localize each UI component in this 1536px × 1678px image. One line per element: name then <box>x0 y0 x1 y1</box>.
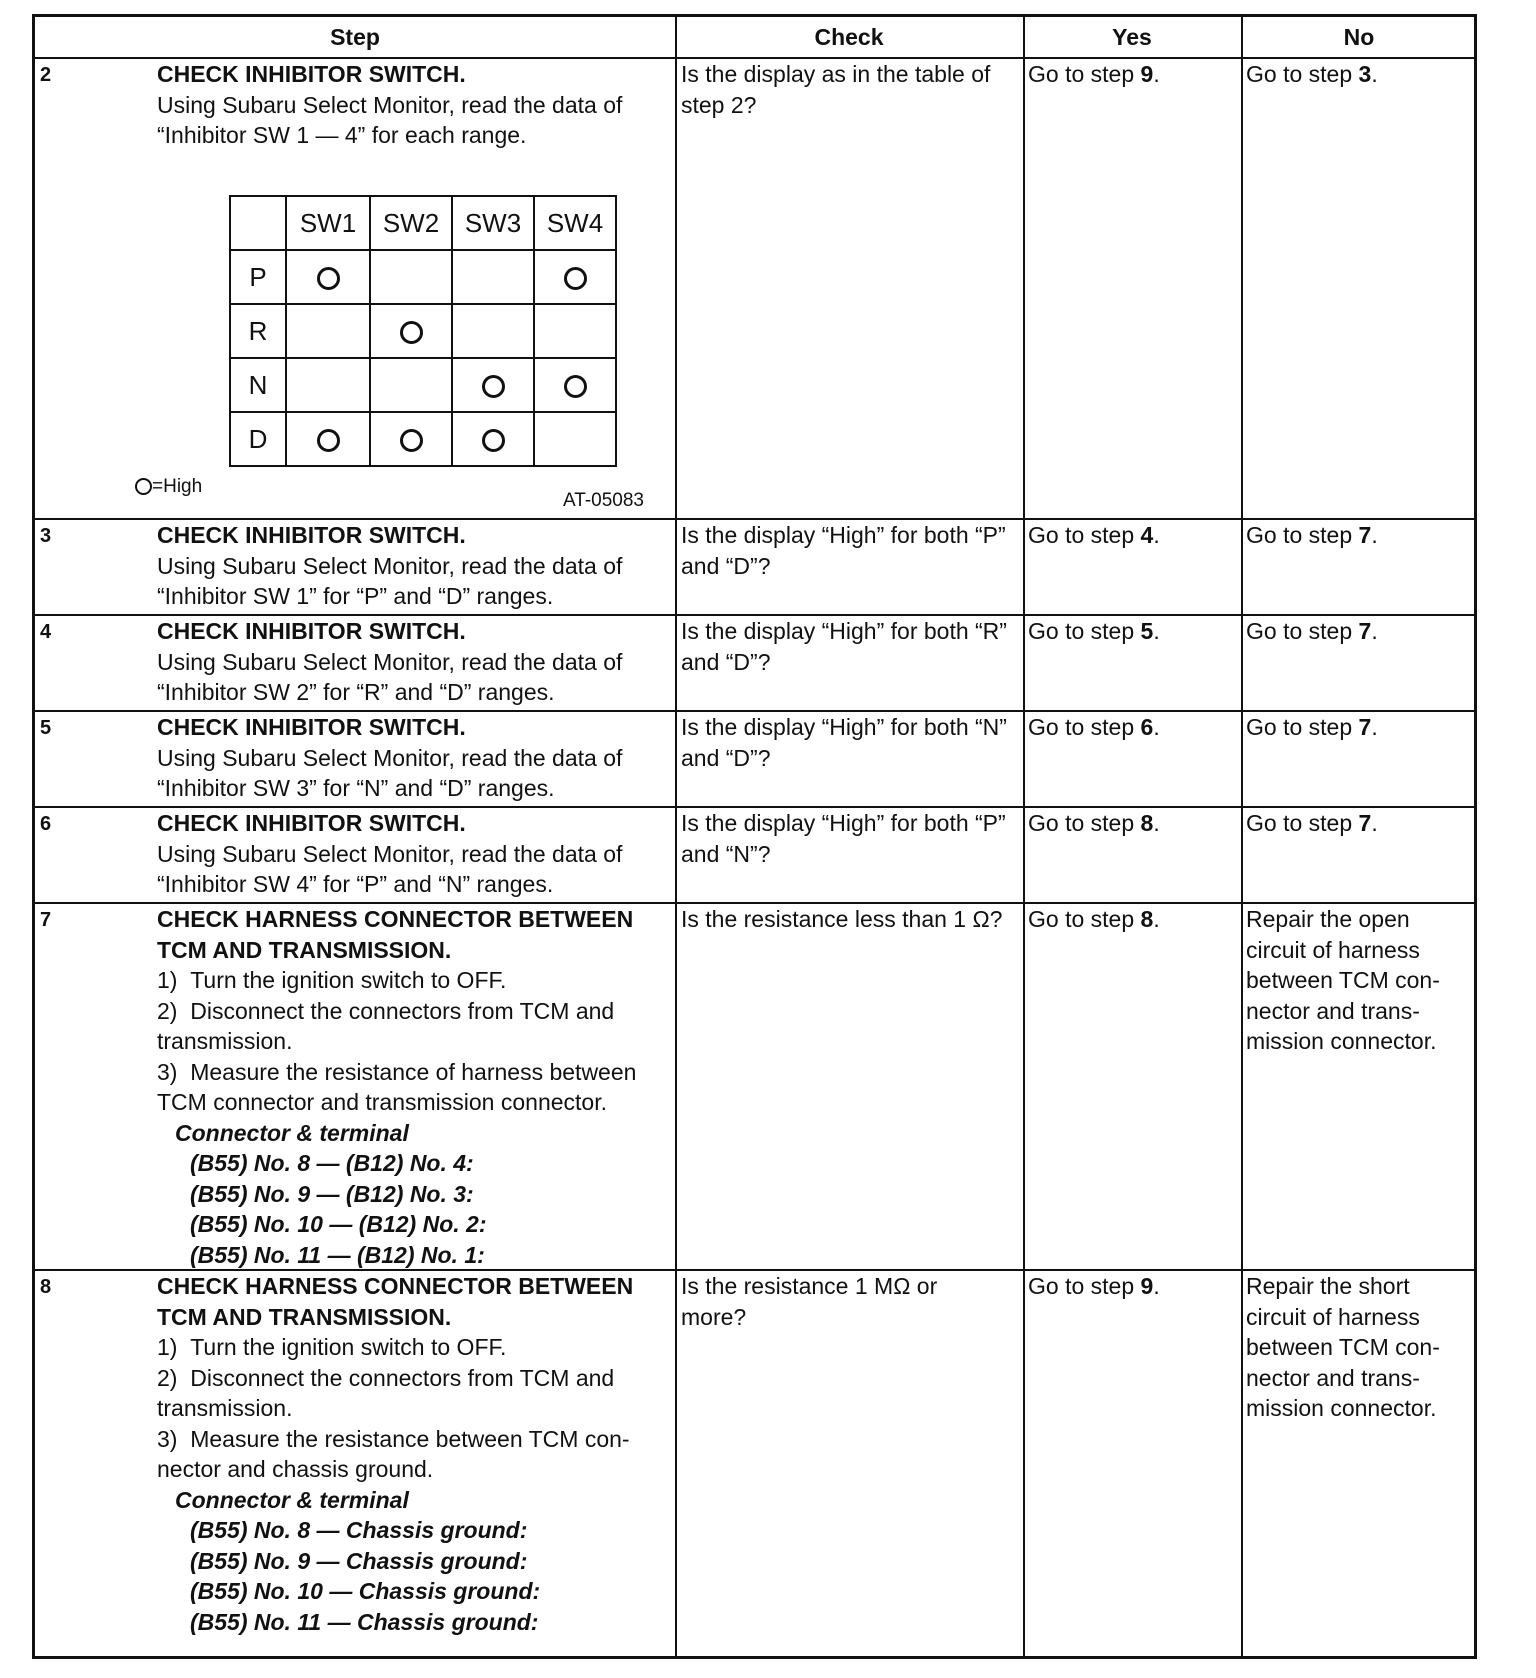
step-line: Using Subaru Select Monitor, read the data of <box>157 91 623 118</box>
yes-text: Go to step <box>1028 810 1141 836</box>
circle-icon <box>482 375 505 398</box>
step-line: “Inhibitor SW 1 — 4” for each range. <box>157 122 527 148</box>
yes-text: Go to step <box>1028 906 1141 932</box>
step-3-no <box>1246 520 1378 551</box>
switch-state-cell <box>286 250 370 304</box>
switch-state-cell <box>286 304 370 358</box>
no-line: circuit of harness <box>1246 1303 1420 1330</box>
no-line: between TCM con- <box>1246 967 1440 993</box>
terminal-spec: (B55) No. 8 — Chassis ground: <box>190 1517 528 1543</box>
yes-period: . <box>1153 61 1160 87</box>
range-label: D <box>230 412 286 466</box>
step-line: “Inhibitor SW 1” for “P” and “D” ranges. <box>157 583 554 609</box>
yes-period: . <box>1153 522 1160 548</box>
diagnostic-table <box>32 14 1477 1659</box>
step-2-description <box>157 59 669 151</box>
no-period: . <box>1371 810 1378 836</box>
switch-table-corner <box>230 196 286 250</box>
circle-icon <box>317 267 340 290</box>
step-3-description <box>157 520 669 612</box>
column-divider <box>1241 17 1243 1656</box>
step-number: 8 <box>40 1276 52 1298</box>
yes-period: . <box>1153 1273 1160 1299</box>
no-text: Go to step <box>1246 618 1359 644</box>
switch-state-cell <box>452 250 534 304</box>
step-8-yes <box>1028 1271 1160 1302</box>
step-line: TCM connector and transmission connector. <box>157 1089 607 1115</box>
switch-state-cell <box>370 304 452 358</box>
step-6-description <box>157 808 669 900</box>
step-7-description <box>157 904 669 1270</box>
step-2-no <box>1246 59 1378 90</box>
step-5-no <box>1246 712 1378 743</box>
step-6-yes <box>1028 808 1160 839</box>
no-line: Repair the open <box>1246 906 1410 932</box>
step-title: CHECK INHIBITOR SWITCH. <box>157 810 466 836</box>
switch-table-header-row <box>230 196 616 250</box>
header-check: Check <box>814 24 884 50</box>
no-text: Go to step <box>1246 714 1359 740</box>
range-label: N <box>230 358 286 412</box>
step-line: transmission. <box>157 1395 293 1421</box>
no-period: . <box>1371 618 1378 644</box>
no-line: nector and trans- <box>1246 1364 1420 1391</box>
step-number: 4 <box>40 621 52 643</box>
step-5-check <box>681 712 1021 773</box>
yes-period: . <box>1153 810 1160 836</box>
step-2-yes <box>1028 59 1160 90</box>
step-line: Using Subaru Select Monitor, read the data of <box>157 744 623 771</box>
yes-step-number: 9 <box>1140 61 1154 87</box>
terminal-spec: (B55) No. 9 — (B12) No. 3: <box>190 1180 474 1207</box>
step-4-no <box>1246 616 1378 647</box>
terminal-spec: (B55) No. 9 — Chassis ground: <box>190 1547 528 1574</box>
check-line: more? <box>681 1303 747 1330</box>
connector-terminal-label: Connector & terminal <box>175 1119 409 1146</box>
circle-icon <box>564 375 587 398</box>
step-title: CHECK INHIBITOR SWITCH. <box>157 61 466 87</box>
no-text: Go to step <box>1246 810 1359 836</box>
switch-state-cell <box>534 304 616 358</box>
no-period: . <box>1371 714 1378 740</box>
switch-table-row <box>230 358 616 412</box>
switch-state-cell <box>534 358 616 412</box>
check-line: Is the display “High” for both “P” <box>681 522 1006 548</box>
switch-state-cell <box>452 358 534 412</box>
yes-text: Go to step <box>1028 522 1141 548</box>
step-6-no <box>1246 808 1378 839</box>
step-title: CHECK INHIBITOR SWITCH. <box>157 714 466 740</box>
step-8-description <box>157 1271 669 1637</box>
no-line: Repair the short <box>1246 1273 1410 1299</box>
step-line: “Inhibitor SW 3” for “N” and “D” ranges. <box>157 775 555 801</box>
no-step-number: 7 <box>1358 618 1372 644</box>
yes-text: Go to step <box>1028 714 1141 740</box>
switch-state-cell <box>452 304 534 358</box>
check-line: Is the display “High” for both “P” <box>681 810 1006 836</box>
column-divider <box>675 17 677 1656</box>
check-line: and “D”? <box>681 648 771 675</box>
circle-icon <box>482 429 505 452</box>
no-step-number: 3 <box>1358 61 1372 87</box>
terminal-spec: (B55) No. 11 — (B12) No. 1: <box>190 1241 485 1268</box>
check-line: and “D”? <box>681 552 771 579</box>
no-step-number: 7 <box>1358 714 1372 740</box>
step-5-yes <box>1028 712 1160 743</box>
step-title: TCM AND TRANSMISSION. <box>157 936 452 963</box>
step-2-check <box>681 59 1021 120</box>
step-7-yes <box>1028 904 1160 935</box>
figure-id: AT-05083 <box>563 490 644 511</box>
no-line: mission connector. <box>1246 1028 1437 1054</box>
switch-column-header: SW3 <box>452 196 534 250</box>
header-yes: Yes <box>1112 24 1152 50</box>
range-label: P <box>230 250 286 304</box>
yes-step-number: 9 <box>1140 1273 1154 1299</box>
step-line: nector and chassis ground. <box>157 1456 434 1482</box>
step-line: 3) Measure the resistance of harness between <box>157 1058 637 1085</box>
switch-table-row <box>230 412 616 466</box>
check-line: Is the resistance less than 1 Ω? <box>681 906 1003 932</box>
no-line: mission connector. <box>1246 1395 1437 1421</box>
legend-text: =High <box>152 476 203 497</box>
step-line: transmission. <box>157 1028 293 1054</box>
yes-period: . <box>1153 906 1160 932</box>
step-4-description <box>157 616 669 708</box>
terminal-spec: (B55) No. 10 — Chassis ground: <box>190 1578 541 1604</box>
step-title: TCM AND TRANSMISSION. <box>157 1303 452 1330</box>
step-line: 2) Disconnect the connectors from TCM and <box>157 1364 615 1391</box>
terminal-spec: (B55) No. 10 — (B12) No. 2: <box>190 1211 487 1237</box>
circle-icon <box>135 478 152 495</box>
step-title: CHECK HARNESS CONNECTOR BETWEEN <box>157 906 634 932</box>
switch-state-cell <box>370 412 452 466</box>
step-number: 3 <box>40 525 52 547</box>
switch-state-cell <box>534 250 616 304</box>
yes-period: . <box>1153 714 1160 740</box>
step-4-check <box>681 616 1021 677</box>
step-title: CHECK INHIBITOR SWITCH. <box>157 522 466 548</box>
no-line: between TCM con- <box>1246 1334 1440 1360</box>
yes-step-number: 5 <box>1140 618 1154 644</box>
check-line: Is the display as in the table of <box>681 61 991 87</box>
step-number: 5 <box>40 717 52 739</box>
step-line: “Inhibitor SW 2” for “R” and “D” ranges. <box>157 679 555 705</box>
circle-icon <box>564 267 587 290</box>
step-number: 6 <box>40 813 52 835</box>
step-number: 7 <box>40 909 52 931</box>
no-step-number: 7 <box>1358 810 1372 836</box>
range-label: R <box>230 304 286 358</box>
header-step: Step <box>330 24 380 50</box>
no-period: . <box>1371 61 1378 87</box>
step-line: Using Subaru Select Monitor, read the data of <box>157 552 623 579</box>
connector-terminal-label: Connector & terminal <box>175 1486 409 1513</box>
inhibitor-switch-table <box>229 195 617 467</box>
check-line: and “N”? <box>681 840 771 867</box>
yes-period: . <box>1153 618 1160 644</box>
step-line: 1) Turn the ignition switch to OFF. <box>157 967 507 993</box>
no-text: Go to step <box>1246 61 1359 87</box>
circle-icon <box>400 321 423 344</box>
circle-icon <box>317 429 340 452</box>
switch-state-cell <box>286 412 370 466</box>
yes-step-number: 4 <box>1140 522 1154 548</box>
yes-text: Go to step <box>1028 1273 1141 1299</box>
step-line: 2) Disconnect the connectors from TCM and <box>157 997 615 1024</box>
step-line: Using Subaru Select Monitor, read the data of <box>157 648 623 675</box>
yes-step-number: 6 <box>1140 714 1154 740</box>
check-line: and “D”? <box>681 744 771 771</box>
step-title: CHECK HARNESS CONNECTOR BETWEEN <box>157 1273 634 1299</box>
switch-column-header: SW1 <box>286 196 370 250</box>
step-line: Using Subaru Select Monitor, read the data of <box>157 840 623 867</box>
check-line: Is the display “High” for both “N” <box>681 714 1007 740</box>
switch-column-header: SW2 <box>370 196 452 250</box>
step-line: 3) Measure the resistance between TCM con- <box>157 1425 630 1452</box>
check-line: step 2? <box>681 91 757 118</box>
terminal-spec: (B55) No. 11 — Chassis ground: <box>190 1608 539 1635</box>
step-3-check <box>681 520 1021 581</box>
no-line: circuit of harness <box>1246 936 1420 963</box>
check-line: Is the resistance 1 MΩ or <box>681 1273 938 1299</box>
no-text: Go to step <box>1246 522 1359 548</box>
step-7-check <box>681 904 1023 935</box>
no-period: . <box>1371 522 1378 548</box>
yes-step-number: 8 <box>1140 810 1154 836</box>
switch-table-row <box>230 304 616 358</box>
terminal-spec: (B55) No. 8 — (B12) No. 4: <box>190 1150 474 1176</box>
step-line: 1) Turn the ignition switch to OFF. <box>157 1334 507 1360</box>
yes-text: Go to step <box>1028 61 1141 87</box>
yes-step-number: 8 <box>1140 906 1154 932</box>
switch-state-cell <box>370 250 452 304</box>
switch-state-cell <box>534 412 616 466</box>
header-no: No <box>1343 24 1375 50</box>
step-line: “Inhibitor SW 4” for “P” and “N” ranges. <box>157 871 554 897</box>
step-8-check <box>681 1271 1021 1332</box>
step-number: 2 <box>40 64 52 86</box>
switch-table-row <box>230 250 616 304</box>
step-7-no <box>1246 904 1476 1057</box>
step-4-yes <box>1028 616 1160 647</box>
step-8-no <box>1246 1271 1476 1424</box>
switch-column-header: SW4 <box>534 196 616 250</box>
no-line: nector and trans- <box>1246 997 1420 1024</box>
no-step-number: 7 <box>1358 522 1372 548</box>
yes-text: Go to step <box>1028 618 1141 644</box>
step-3-yes <box>1028 520 1160 551</box>
switch-state-cell <box>452 412 534 466</box>
step-6-check <box>681 808 1021 869</box>
check-line: Is the display “High” for both “R” <box>681 618 1007 644</box>
column-divider <box>1023 17 1025 1656</box>
step-title: CHECK INHIBITOR SWITCH. <box>157 618 466 644</box>
circle-icon <box>400 429 423 452</box>
switch-state-cell <box>286 358 370 412</box>
switch-state-cell <box>370 358 452 412</box>
step-5-description <box>157 712 669 804</box>
high-legend <box>135 476 202 498</box>
